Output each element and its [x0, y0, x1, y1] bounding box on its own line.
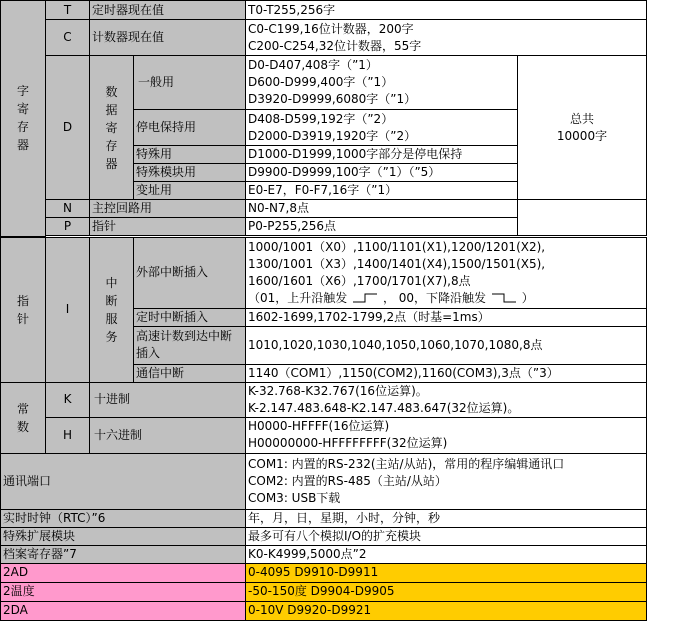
- file-register-value: K0-K4999,5000点”2: [246, 545, 647, 563]
- extra-row-value-2temp: -50-150度 D9904-D9905: [246, 582, 647, 601]
- interrupt-service-label: 中 断 服 务: [90, 237, 134, 382]
- counter-current-value-label: 计数器现在值: [90, 20, 246, 56]
- expansion-module-label: 特殊扩展模块: [1, 527, 246, 545]
- falling-edge-icon: [490, 293, 518, 303]
- device-code-p: P: [46, 218, 90, 236]
- hex-label: 十六进制: [90, 417, 246, 453]
- external-interrupt-range: 1000/1001（X0）,1100/1101(X1),1200/1201(X2), 1300/1001（X3）,1400/1401(X4),1500/1501(X5), 1600/1601（X6）,1700/1701(X7),8点 （01，上升沿触发 ， 00，下降沿触发 ）: [246, 237, 647, 308]
- comm-interrupt-range: 1140（COM1）,1150(COM2),1160(COM3),3点（”3）: [246, 364, 647, 382]
- counter-range: C0-C199,16位计数器，200字 C200-C254,32位计数器，55字: [246, 20, 647, 56]
- expansion-module-value: 最多可有八个模拟I/O的扩充模块: [246, 527, 647, 545]
- device-code-n: N: [46, 200, 90, 218]
- general-use-range: D0-D407,408字（”1） D600-D999,400字（”1） D3920-D9999,6080字（”1）: [246, 56, 518, 110]
- master-control-range: N0-N7,8点: [246, 200, 518, 218]
- external-interrupt-label: 外部中断插入: [134, 237, 246, 308]
- device-code-h: H: [46, 417, 90, 453]
- file-register-label: 档案寄存器”7: [1, 545, 246, 563]
- general-use-label: 一般用: [134, 56, 246, 110]
- special-module-range: D9900-D9999,100字（”1）（”5）: [246, 164, 518, 182]
- timer-interrupt-range: 1602-1699,1702-1799,2点（时基=1ms）: [246, 308, 647, 326]
- device-code-i: I: [46, 237, 90, 382]
- index-register-label: 变址用: [134, 182, 246, 200]
- extra-row-value-2da: 0-10V D9920-D9921: [246, 601, 647, 620]
- pointer-label: 指针: [90, 218, 246, 236]
- hsc-interrupt-label: 高速计数到达中断插入: [134, 326, 246, 364]
- rtc-value: 年，月，日，星期，小时，分钟，秒: [246, 509, 647, 527]
- device-code-d: D: [46, 56, 90, 200]
- timer-interrupt-label: 定时中断插入: [134, 308, 246, 326]
- extra-row-label-2temp: 2温度: [1, 582, 246, 601]
- hsc-interrupt-range: 1010,1020,1030,1040,1050,1060,1070,1080,8点: [246, 326, 647, 364]
- total-words: 总共 10000字: [518, 56, 647, 200]
- rtc-label: 实时时钟（RTC）”6: [1, 509, 246, 527]
- special-use-range: D1000-D1999,1000字部分是停电保持: [246, 146, 518, 164]
- rising-edge-icon: [351, 293, 379, 303]
- extra-row-value-2ad: 0-4095 D9910-D9911: [246, 563, 647, 582]
- latched-use-label: 停电保持用: [134, 110, 246, 146]
- timer-current-value-label: 定时器现在值: [90, 1, 246, 20]
- extra-row-label-2da: 2DA: [1, 601, 246, 620]
- decimal-range: K-32.768-K32.767(16位运算)。 K-2.147.483.648-K2.147.483.647(32位运算)。: [246, 382, 647, 417]
- pointer-range: P0-P255,256点: [246, 218, 518, 236]
- device-code-t: T: [46, 1, 90, 20]
- master-control-label: 主控回路用: [90, 200, 246, 218]
- device-code-k: K: [46, 382, 90, 417]
- decimal-label: 十进制: [90, 382, 246, 417]
- comm-port-label: 通讯端口: [1, 453, 246, 509]
- blank-cell: [518, 200, 647, 218]
- pointer-group-label: 指 针: [1, 237, 46, 382]
- special-use-label: 特殊用: [134, 146, 246, 164]
- constant-group-label: 常 数: [1, 382, 46, 453]
- comm-interrupt-label: 通信中断: [134, 364, 246, 382]
- index-register-range: E0-E7，F0-F7,16字（”1）: [246, 182, 518, 200]
- blank-cell: [518, 218, 647, 236]
- word-register-group-label: 字 寄 存 器: [1, 1, 46, 237]
- comm-port-values: COM1: 内置的RS-232(主站/从站)，常用的程序编辑通讯口 COM2: 内置的RS-485（主站/从站） COM3: USB下载: [246, 453, 647, 509]
- special-module-label: 特殊模块用: [134, 164, 246, 182]
- hex-range: H0000-HFFFF(16位运算) H00000000-HFFFFFFFF(32位运算): [246, 417, 647, 453]
- timer-range: T0-T255,256字: [246, 1, 647, 20]
- latched-use-range: D408-D599,192字（”2） D2000-D3919,1920字（”2）: [246, 110, 518, 146]
- device-code-c: C: [46, 20, 90, 56]
- extra-row-label-2ad: 2AD: [1, 563, 246, 582]
- data-register-label: 数 据 寄 存 器: [90, 56, 134, 200]
